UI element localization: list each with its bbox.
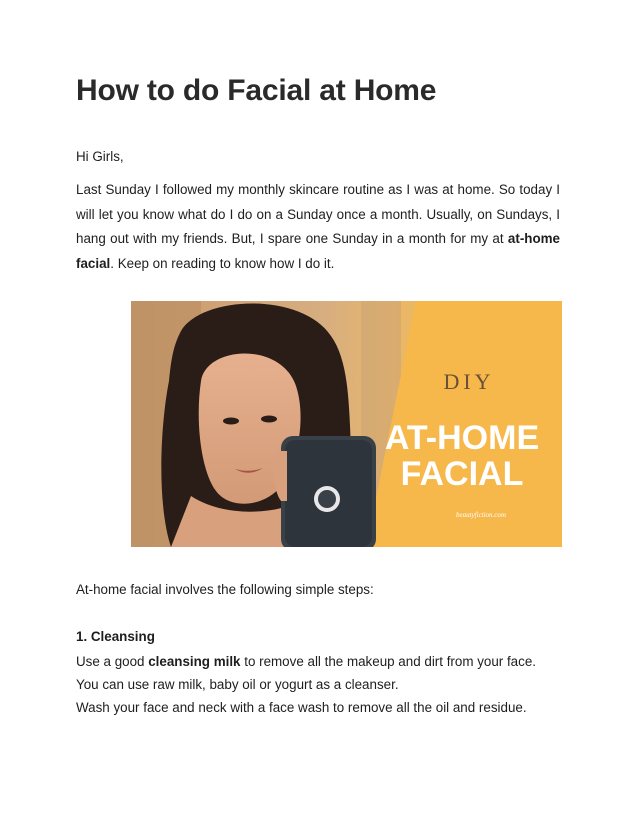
page-title: How to do Facial at Home bbox=[76, 74, 437, 107]
step-1-bold-cleansing-milk: cleansing milk bbox=[148, 654, 241, 669]
greeting-text: Hi Girls, bbox=[76, 149, 124, 164]
step-1-line-1 bbox=[76, 650, 536, 675]
hero-image bbox=[131, 301, 562, 547]
step-1-line-3: Wash your face and neck with a face wash to remove all the oil and residue. bbox=[76, 700, 527, 715]
step-1-line-2: You can use raw milk, baby oil or yogurt as a cleanser. bbox=[76, 677, 399, 692]
image-text-at-home: AT-HOME bbox=[384, 419, 540, 457]
step-1-line-1-a: Use a good bbox=[76, 654, 149, 669]
intro-paragraph bbox=[76, 178, 560, 276]
intro-text-part1: Last Sunday I followed my monthly skincare routine as I was at home. So today I will let you know what do I do on a Sunday once a month. Usually, on Sundays, I hang out with my friends. But, I spare one Sunday in a month for my at bbox=[76, 182, 560, 246]
image-text-diy: DIY bbox=[443, 369, 495, 394]
image-text-facial: FACIAL bbox=[400, 455, 524, 493]
step-1-line-1-b: to remove all the makeup and dirt from your face. bbox=[240, 654, 536, 669]
intro-bold-at-home-facial: at-home facial bbox=[76, 231, 560, 271]
step-1-heading: 1. Cleansing bbox=[76, 629, 155, 644]
intro-text-part2: . Keep on reading to know how I do it. bbox=[110, 255, 335, 271]
image-text-site: beautyfiction.com bbox=[456, 511, 506, 519]
steps-intro-text: At-home facial involves the following simple steps: bbox=[76, 582, 374, 597]
